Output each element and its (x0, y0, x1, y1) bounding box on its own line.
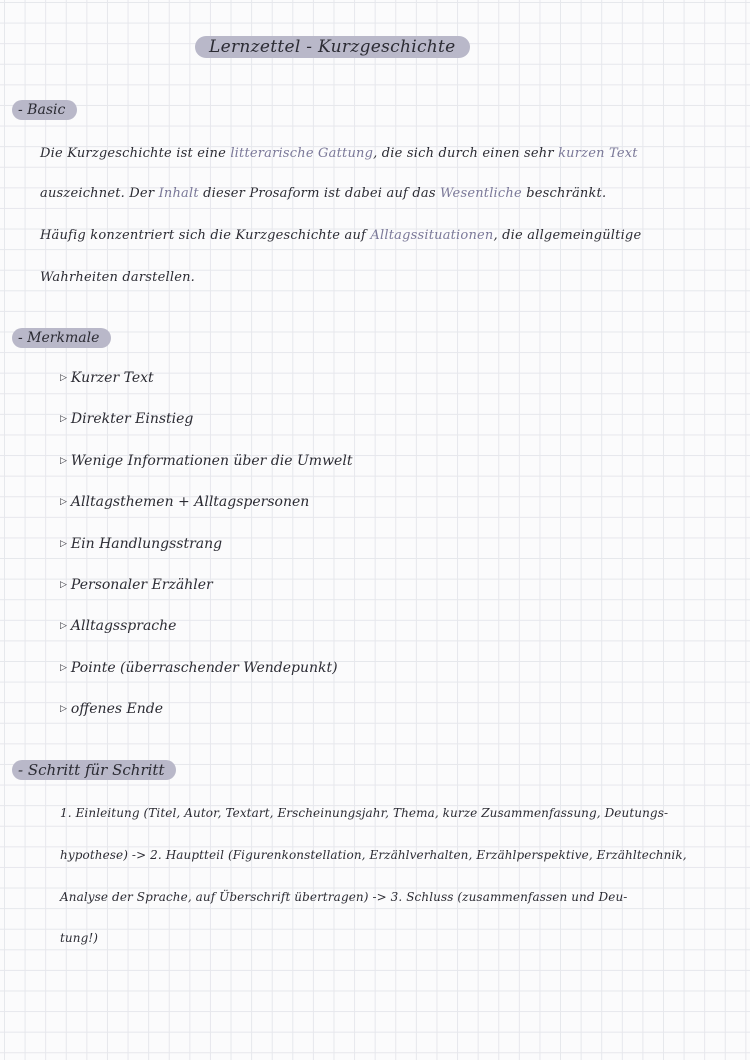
triangle-bullet-icon: ▷ (60, 373, 67, 383)
triangle-bullet-icon: ▷ (60, 539, 67, 549)
text-span: auszeichnet. Der (40, 186, 159, 201)
paragraph-line (40, 228, 641, 243)
section-label: - Schritt für Schritt (12, 760, 176, 780)
section-label: - Merkmale (12, 328, 111, 348)
keyword: Alltagssituationen (370, 228, 494, 243)
triangle-bullet-icon: ▷ (60, 663, 67, 673)
paragraph-line (40, 186, 606, 201)
text-span: beschränkt. (521, 186, 607, 201)
list-item-label: Pointe (überraschender Wendepunkt) (70, 660, 338, 676)
list-item-label: Personaler Erzähler (70, 577, 213, 593)
list-item (60, 701, 163, 717)
list-item-label: Alltagsthemen + Alltagspersonen (70, 494, 310, 510)
list-item-label: Kurzer Text (70, 370, 154, 386)
section-heading-schritt (12, 760, 176, 780)
list-item-label: Wenige Informationen über die Umwelt (70, 453, 353, 469)
paragraph-line: hypothese) -> 2. Hauptteil (Figurenkonstellation, Erzählverhalten, Erzählperspektive, Erzähltechnik, (60, 848, 687, 862)
paragraph-line: 1. Einleitung (Titel, Autor, Textart, Erscheinungsjahr, Thema, kurze Zusammenfassung, Deutungs- (60, 806, 669, 820)
text-span: Häufig konzentriert sich die Kurzgeschichte auf (40, 228, 371, 243)
list-item-label: offenes Ende (70, 701, 163, 717)
paragraph-line: Wahrheiten darstellen. (40, 270, 196, 285)
list-item-label: Direkter Einstieg (70, 411, 194, 427)
keyword: Wesentliche (440, 186, 522, 201)
text-span: , die allgemeingültige (493, 228, 642, 243)
triangle-bullet-icon: ▷ (60, 704, 67, 714)
list-item (60, 618, 176, 634)
section-heading-basic (12, 100, 77, 120)
section-label: - Basic (12, 100, 77, 120)
triangle-bullet-icon: ▷ (60, 621, 67, 631)
list-item-label: Alltagssprache (70, 618, 177, 634)
triangle-bullet-icon: ▷ (60, 456, 67, 466)
page-title: Lernzettel - Kurzgeschichte (195, 36, 470, 58)
text-span: dieser Prosaform ist dabei auf das (198, 186, 441, 201)
list-item (60, 536, 222, 552)
list-item (60, 494, 309, 510)
list-item (60, 453, 352, 469)
paragraph-line: Analyse der Sprache, auf Überschrift übertragen) -> 3. Schluss (zusammenfassen und Deu- (60, 890, 628, 904)
list-item (60, 577, 213, 593)
section-heading-merkmale (12, 328, 111, 348)
paragraph-line (40, 146, 638, 161)
keyword: Inhalt (158, 186, 199, 201)
list-item-label: Ein Handlungsstrang (70, 536, 223, 552)
triangle-bullet-icon: ▷ (60, 580, 67, 590)
list-item (60, 411, 193, 427)
list-item (60, 660, 338, 676)
list-item (60, 370, 154, 386)
text-span: Die Kurzgeschichte ist eine (40, 146, 231, 161)
paragraph-line: tung!) (60, 931, 99, 945)
text-span: , die sich durch einen sehr (373, 146, 559, 161)
keyword: litterarische Gattung (230, 146, 374, 161)
triangle-bullet-icon: ▷ (60, 497, 67, 507)
triangle-bullet-icon: ▷ (60, 414, 67, 424)
keyword: kurzen Text (558, 146, 638, 161)
